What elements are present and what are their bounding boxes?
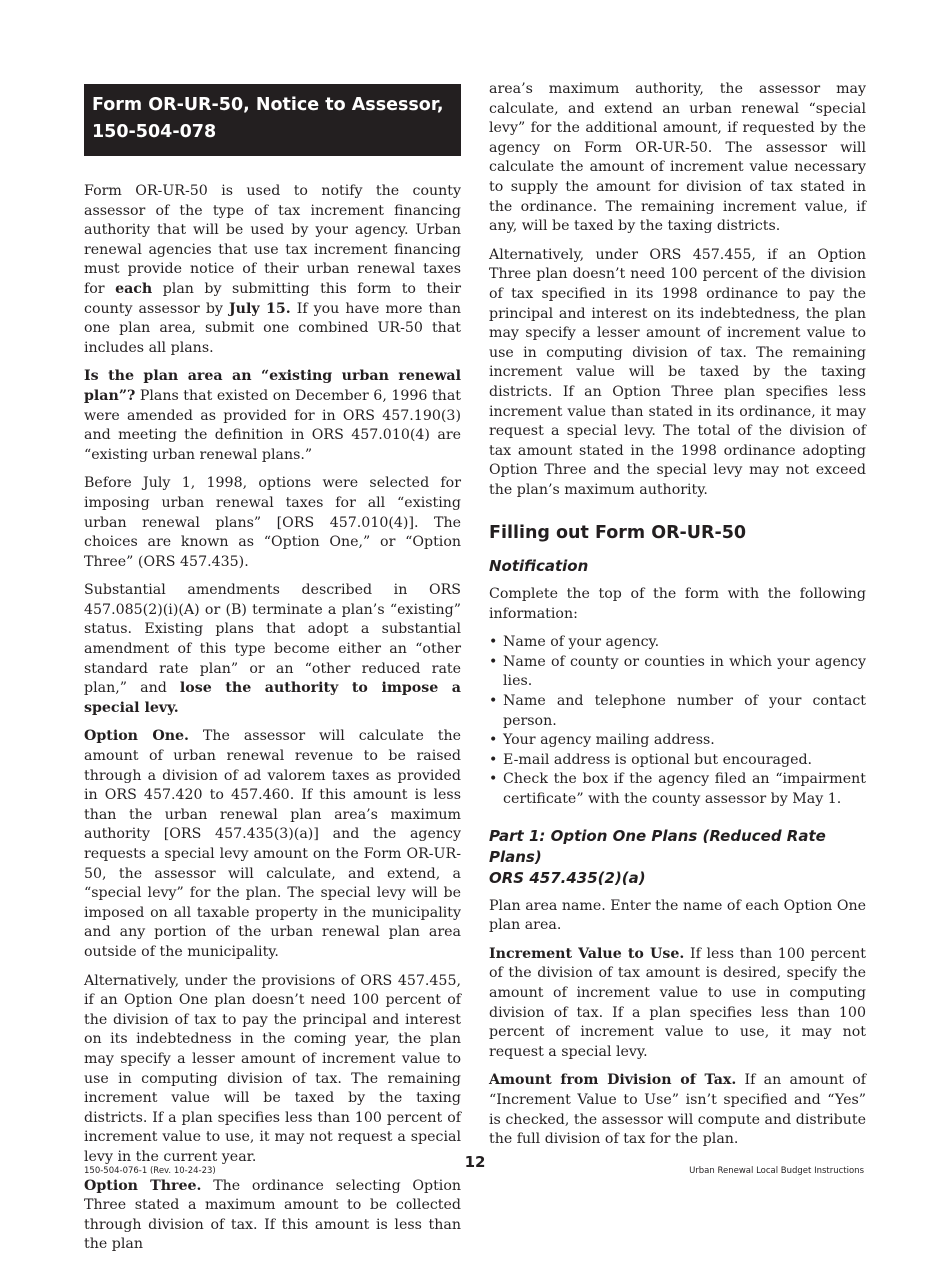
increment-value-paragraph: Increment Value to Use. If less than 100 percent of the division of tax amount is desired, specify the amount of increment value to use in computing division of tax. If a plan specifies less than 100 percent of increment value to use, it may not request a special levy.	[489, 945, 866, 1060]
notification-subheading: Notification	[489, 557, 589, 576]
banner-form-number: 150-504-078	[92, 122, 217, 142]
options-history-paragraph: Before July 1, 1998, options were selected for imposing urban renewal taxes for all “existing urban renewal plans” [ORS 457.010(4)]. The choices are known as “Option One,” or “Option Three” (ORS 457.435).	[84, 475, 461, 570]
page-footer	[0, 1153, 950, 1183]
banner-title: Form OR-UR-50, Notice to Assessor,	[92, 95, 444, 115]
list-item: • Your agency mailing address.	[489, 731, 866, 751]
plan-area-name-paragraph: Plan area name. Enter the name of each Option One plan area.	[489, 897, 866, 934]
existing-plan-paragraph: Is the plan area an “existing urban renewal plan”? Plans that existed on December 6, 1996 that were amended as provided for in ORS 457.190(3) and meeting the definition in ORS 457.010(4) are “existing urban renewal plans.”	[84, 368, 461, 463]
filling-out-heading: Filling out Form OR-UR-50	[489, 523, 747, 544]
left-column	[84, 80, 461, 1264]
option-three-paragraph: Option Three. The ordinance selecting Option Three stated a maximum amount to be collected through division of tax. If this amount is less than the plan	[84, 1177, 461, 1253]
list-item: • Name of county or counties in which your agency lies.	[489, 653, 866, 692]
substantial-amendments-paragraph: Substantial amendments described in ORS 457.085(2)(i)(A) or (B) terminate a plan’s “existing” status. Existing plans that adopt a substantial amendment of this type become either an “other standard rate plan” or an “other reduced rate plan,” and lose the authority to impose a special levy.	[84, 582, 461, 716]
list-item: • E-mail address is optional but encouraged.	[489, 751, 866, 771]
footer-document-title: Urban Renewal Local Budget Instructions	[689, 1166, 864, 1176]
option-three-alternative-paragraph: Alternatively, under ORS 457.455, if an Option Three plan doesn’t need 100 percent of the division of tax specified in its 1998 ordinance to pay the principal and interest on its indebtedness, the plan may specify a lesser amount of increment value to use in computing division of tax. The remaining increment value will be taxed by the taxing districts. If an Option Three plan specifies less increment value than stated in its ordinance, it may request a special levy. The total of the division of tax amount stated in the 1998 ordinance adopting Option Three and the special levy may not exceed the plan’s maximum authority.	[489, 246, 866, 498]
division-of-tax-paragraph: Amount from Division of Tax. If an amount of “Increment Value to Use” isn’t specified and “Yes” is checked, the assessor will compute and distribute the full division of tax for the plan.	[489, 1072, 866, 1148]
notification-list	[489, 633, 866, 809]
section-banner	[84, 84, 461, 156]
notification-intro: Complete the top of the form with the following information:	[489, 586, 866, 622]
option-one-paragraph: Option One. The assessor will calculate the amount of urban renewal revenue to be raised through a division of ad valorem taxes as provided in ORS 457.420 to 457.460. If this amount is less than the urban renewal plan area’s maximum authority [ORS 457.435(3)(a)] and the agency requests a special levy amount on the Form OR-UR-50, the assessor will calculate, and extend, a “special levy” for the plan. The special levy will be imposed on all taxable property in the municipality and any portion of the urban renewal plan area outside of the municipality.	[84, 728, 461, 960]
right-column	[489, 80, 866, 1159]
footer-form-number: 150-504-076-1 (Rev. 10-24-23)	[84, 1166, 216, 1176]
intro-paragraph: Form OR-UR-50 is used to notify the county assessor of the type of tax increment financing authority that will be used by your agency. Urban renewal agencies that use tax increment financing must provide notice of their urban renewal taxes for each plan by submitting this form to their county assessor by July 15. If you have more than one plan area, submit one combined UR-50 that includes all plans.	[84, 183, 462, 356]
list-item: • Name of your agency.	[489, 633, 866, 653]
page-number: 12	[464, 1153, 486, 1171]
option-one-alternative-paragraph: Alternatively, under the provisions of ORS 457.455, if an Option One plan doesn’t need 100 percent of the division of tax to pay the principal and interest on its indebtedness in the coming year, the plan may specify a lesser amount of increment value to use in computing division of tax. The remaining increment value will be taxed by the taxing districts. If a plan specifies less than 100 percent of increment value to use, it may not request a special levy in the current year.	[84, 972, 461, 1165]
list-item: • Name and telephone number of your contact person.	[489, 692, 866, 731]
option-three-continued-paragraph: area’s maximum authority, the assessor may calculate, and extend an urban renewal “special levy” for the additional amount, if requested by the agency on Form OR-UR-50. The assessor will calculate the amount of increment value necessary to supply the amount for division of tax stated in the ordinance. The remaining increment value, if any, will be taxed by the taxing districts.	[489, 81, 866, 235]
part1-subheading: Part 1: Option One Plans (Reduced Rate Plans) ORS 457.435(2)(a)	[489, 826, 826, 887]
list-item: • Check the box if the agency filed an “impairment certificate” with the county assessor by May 1.	[489, 770, 866, 809]
